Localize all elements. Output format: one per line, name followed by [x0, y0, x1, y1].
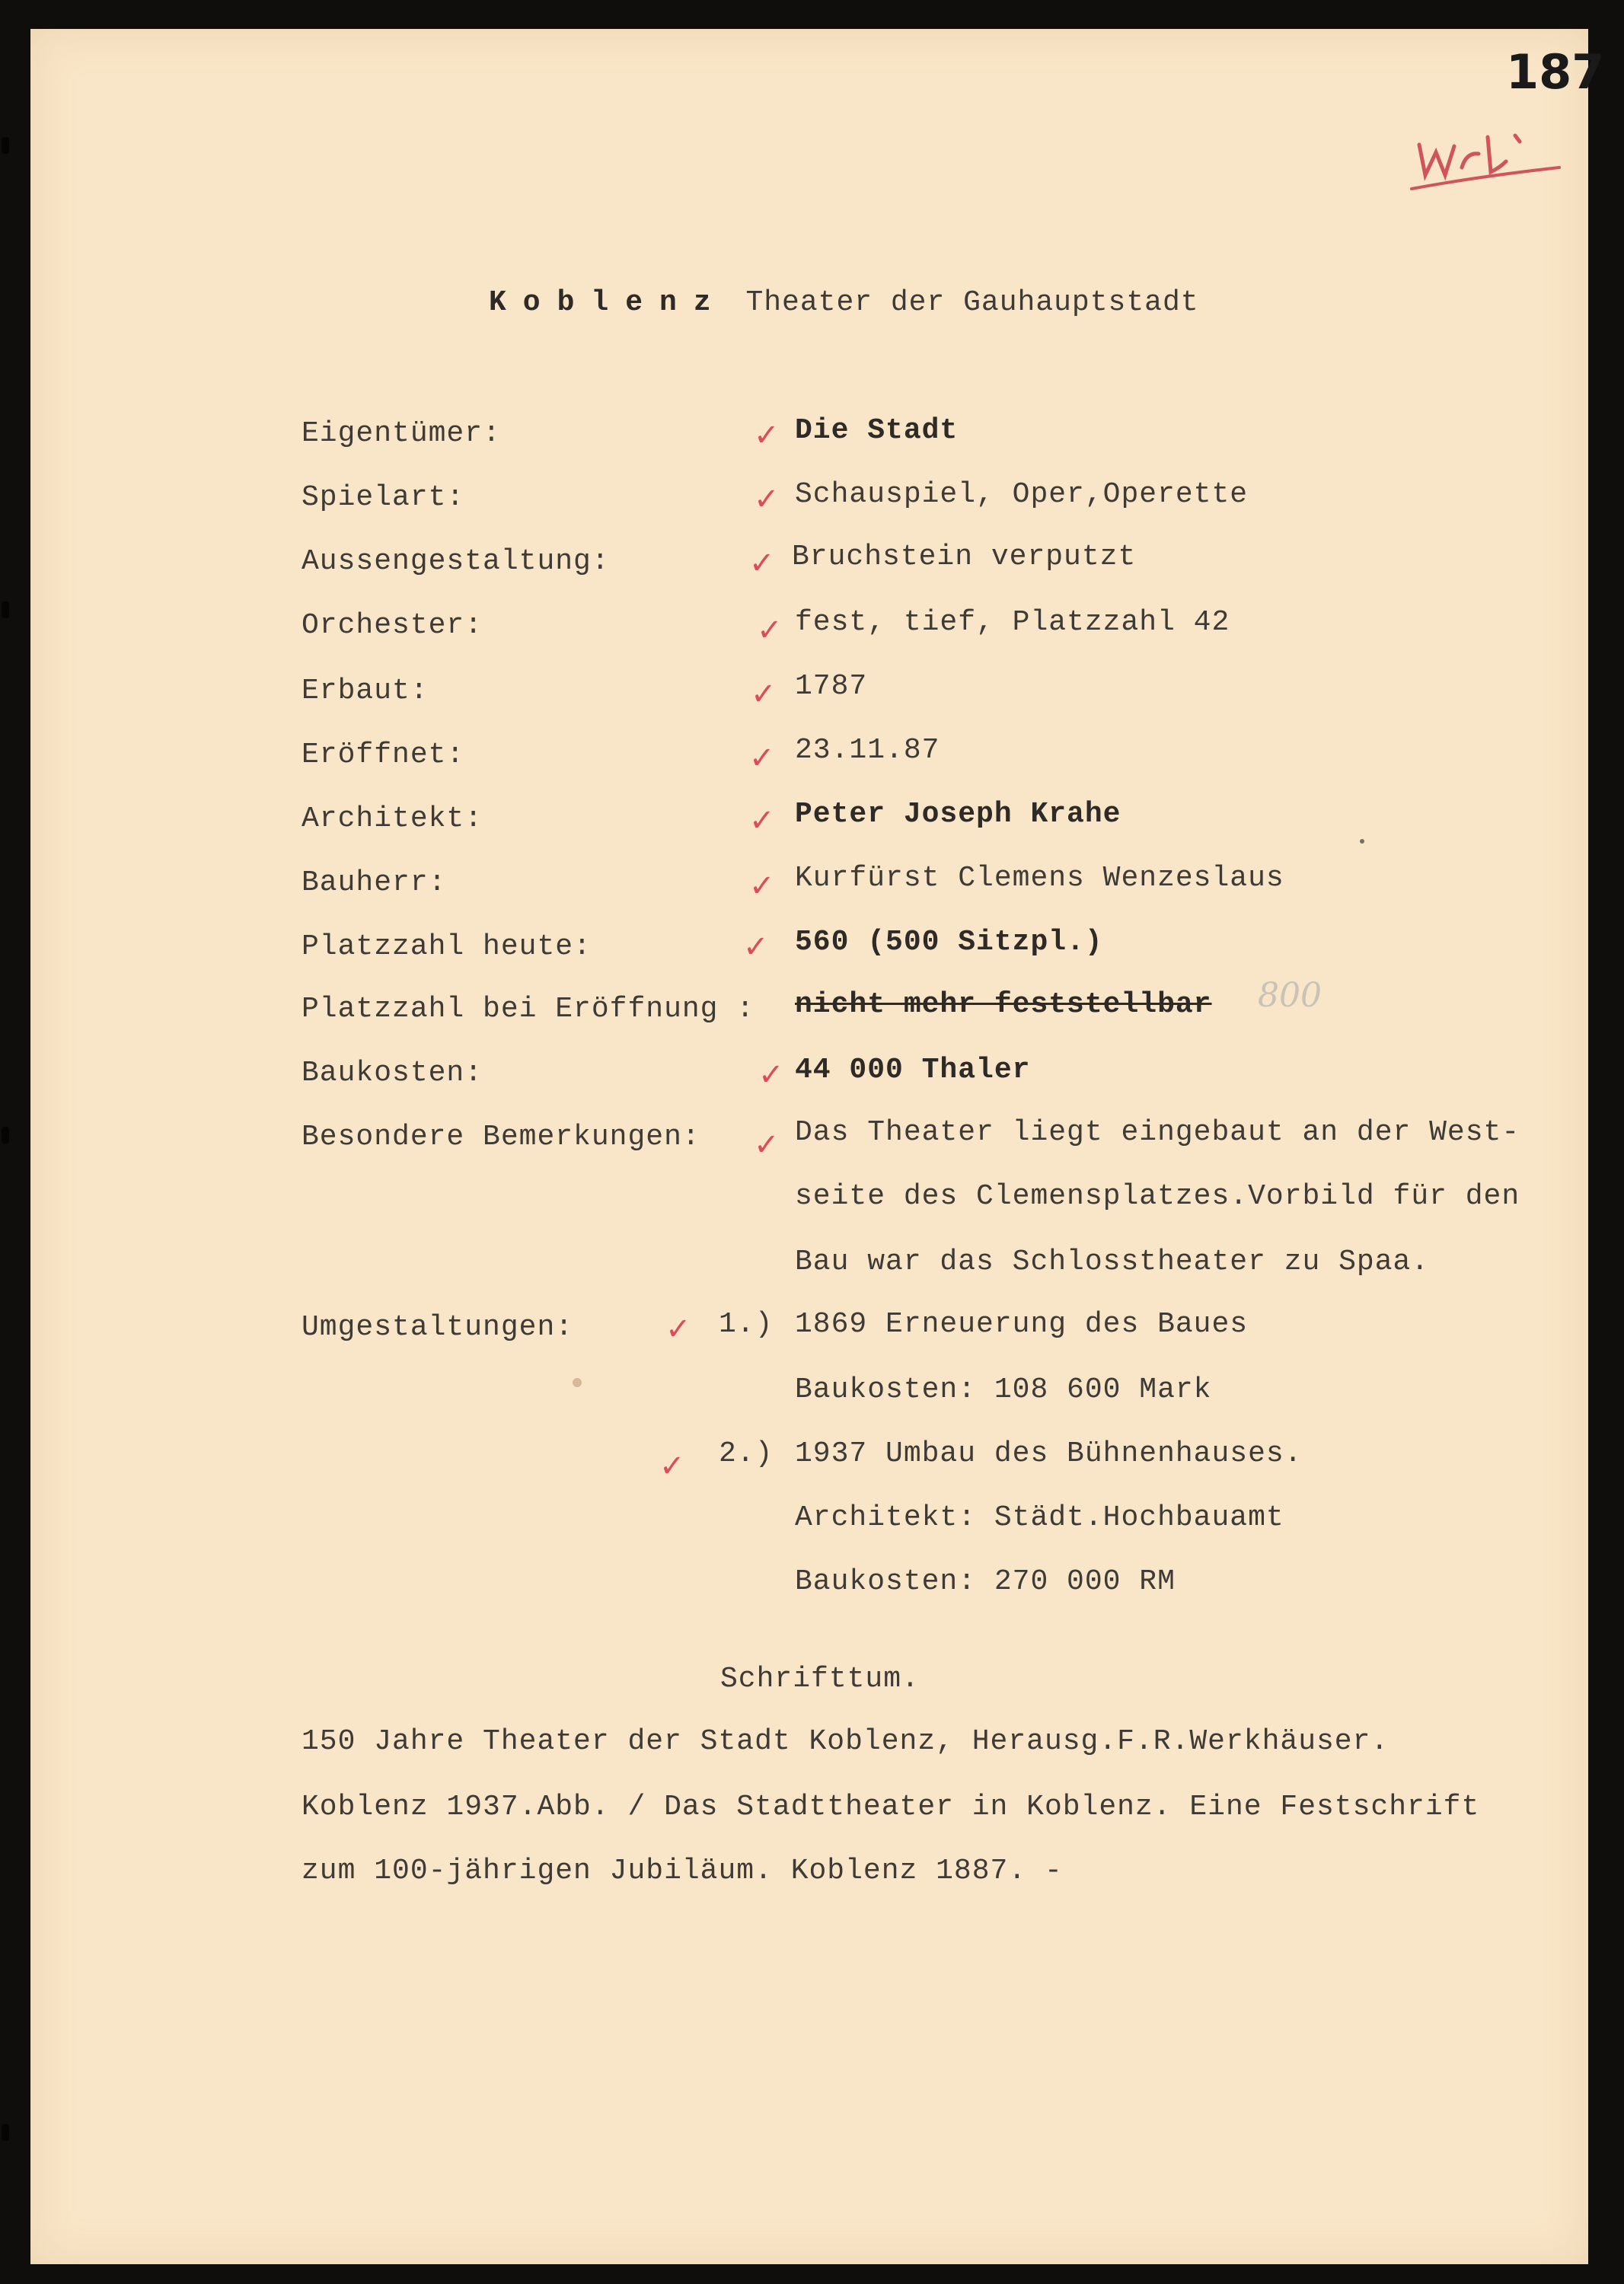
punch-hole: [2, 601, 9, 618]
check-mark-icon: ✓: [754, 418, 780, 453]
row-label: Aussengestaltung:: [302, 545, 610, 578]
row-label: Spielart:: [302, 481, 465, 514]
page-number: 187: [1506, 44, 1605, 100]
row-label: Eröffnet:: [302, 738, 465, 771]
check-mark-icon: ✓: [754, 482, 780, 517]
umgestaltung-line: 1869 Erneuerung des Baues: [795, 1308, 1249, 1341]
umgestaltung-number: 2.): [719, 1437, 774, 1470]
schrifttum-line: zum 100-jährigen Jubiläum. Koblenz 1887. -: [302, 1855, 1063, 1887]
check-mark-icon: ✓: [754, 1128, 780, 1163]
row-label: Architekt:: [302, 802, 483, 835]
umgestaltung-line: 1937 Umbau des Bühnenhauses.: [795, 1437, 1303, 1470]
title-city: Koblenz: [489, 286, 728, 319]
umgestaltung-line: Baukosten: 270 000 RM: [795, 1565, 1176, 1598]
check-mark-icon: ✓: [757, 613, 783, 648]
row-value: fest, tief, Platzzahl 42: [795, 606, 1230, 639]
row-label: Erbaut:: [302, 675, 429, 707]
row-value: 1787: [795, 670, 868, 703]
row-label: Baukosten:: [302, 1057, 483, 1089]
umgestaltung-line: Architekt: Städt.Hochbauamt: [795, 1501, 1284, 1534]
check-mark-icon: ✓: [749, 803, 775, 838]
check-mark-icon: ✓: [751, 677, 777, 712]
paper-stain: [1360, 839, 1364, 844]
row-value: nicht mehr feststellbar: [795, 988, 1212, 1021]
row-value: Schauspiel, Oper,Operette: [795, 478, 1249, 511]
row-label: Eigentümer:: [302, 417, 501, 450]
remark-line: seite des Clemensplatzes.Vorbild für den: [795, 1180, 1520, 1213]
row-value: Die Stadt: [795, 414, 959, 447]
umgestaltung-number: 1.): [719, 1308, 774, 1341]
punch-hole: [2, 137, 9, 154]
schrifttum-line: 150 Jahre Theater der Stadt Koblenz, Herausg.F.R.Werkhäuser.: [302, 1725, 1389, 1758]
row-value: 560 (500 Sitzpl.): [795, 926, 1103, 959]
row-label: Orchester:: [302, 609, 483, 642]
check-mark-icon: ✓: [743, 930, 769, 965]
punch-hole: [2, 1127, 9, 1144]
check-mark-icon: ✓: [758, 1057, 784, 1093]
umgestaltungen-label: Umgestaltungen:: [302, 1311, 574, 1344]
umgestaltung-line: Baukosten: 108 600 Mark: [795, 1373, 1212, 1406]
remark-line: Bau war das Schlosstheater zu Spaa.: [795, 1246, 1430, 1278]
paper-stain: [573, 1378, 582, 1387]
check-mark-icon: ✓: [749, 869, 775, 904]
check-mark-icon: ✓: [749, 546, 775, 581]
punch-hole: [2, 2124, 9, 2141]
page-title: [489, 286, 1199, 320]
schrifttum-line: Koblenz 1937.Abb. / Das Stadttheater in Koblenz. Eine Festschrift: [302, 1791, 1480, 1823]
row-label: Platzzahl heute:: [302, 930, 592, 963]
remark-line: Das Theater liegt eingebaut an der West-: [795, 1116, 1520, 1149]
row-value: Bruchstein verputzt: [792, 541, 1137, 573]
check-mark-icon: ✓: [659, 1449, 685, 1484]
check-mark-icon: ✓: [749, 741, 775, 776]
row-value: Peter Joseph Krahe: [795, 798, 1121, 831]
row-value: Kurfürst Clemens Wenzeslaus: [795, 862, 1284, 895]
schrifttum-heading: Schrifttum.: [720, 1663, 920, 1695]
row-value: 23.11.87: [795, 734, 940, 767]
row-label: Platzzahl bei Eröffnung :: [302, 993, 755, 1026]
pencil-note: 800: [1258, 976, 1322, 1015]
title-subtitle: Theater der Gauhauptstadt: [745, 286, 1199, 319]
row-value: 44 000 Thaler: [795, 1054, 1031, 1086]
check-mark-icon: ✓: [665, 1312, 691, 1347]
row-label: Besondere Bemerkungen:: [302, 1121, 700, 1153]
row-label: Bauherr:: [302, 866, 447, 899]
